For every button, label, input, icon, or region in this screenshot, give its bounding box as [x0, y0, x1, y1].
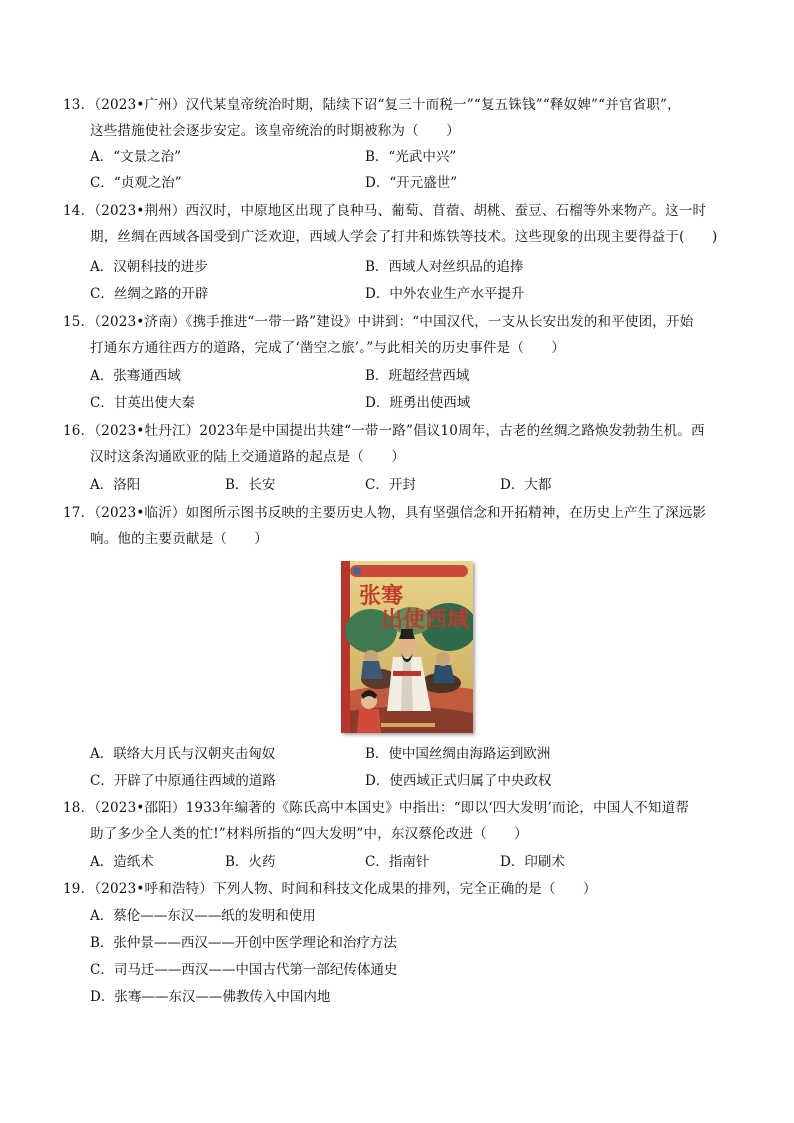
q13-option-a[interactable]: A．“文景之治”	[90, 149, 182, 165]
q13-option-d[interactable]: D．“开元盛世”	[365, 175, 458, 191]
q13-option-c[interactable]: C．“贞观之治”	[90, 175, 182, 191]
main-figure-face	[397, 637, 417, 657]
q19-option-d[interactable]: D．张骞——东汉——佛教传入中国内地	[90, 989, 331, 1005]
q16-option-b[interactable]: B．长安	[225, 477, 276, 493]
q19-option-a[interactable]: A．蔡伦——东汉——纸的发明和使用	[90, 908, 316, 924]
publisher-logo-icon	[353, 567, 361, 575]
question-18	[63, 795, 733, 847]
question-16-line2: 汉时这条沟通欧亚的陆上交通道路的起点是（ ）	[90, 449, 406, 465]
question-14-line2: 期，丝绸在西域各国受到广泛欢迎，西域人学会了打井和炼铁等技术。这些现象的出现主要得益于( )	[90, 229, 718, 245]
book-cover-image	[341, 561, 473, 733]
q18-option-a[interactable]: A．造纸术	[90, 854, 154, 870]
question-19-line1: 19．（2023•呼和浩特）下列人物、时间和科技文化成果的排列，完全正确的是（ ）	[63, 881, 597, 897]
q18-option-b[interactable]: B．火药	[225, 854, 276, 870]
q18-option-c[interactable]: C．指南针	[365, 854, 430, 870]
q14-option-a[interactable]: A．汉朝科技的进步	[90, 259, 208, 275]
question-16-line1: 16．（2023•牡丹江）2023年是中国提出共建“一带一路”倡议10周年，古老的丝绸之路焕发勃勃生机。西	[63, 423, 705, 439]
q15-option-b[interactable]: B．班超经营西域	[365, 368, 470, 384]
q17-option-d[interactable]: D．使西域正式归属了中央政权	[365, 773, 552, 789]
q16-option-a[interactable]: A．洛阳	[90, 477, 141, 493]
question-15-line1: 15．（2023•济南）《携手推进“一带一路”建设》中讲到：“中国汉代，一支从长安出发的和平使团，开始	[63, 314, 694, 330]
question-15-line2: 打通东方通往西方的道路，完成了‘凿空之旅’。”与此相关的历史事件是（ ）	[90, 340, 566, 356]
q18-option-d[interactable]: D．印刷术	[500, 854, 565, 870]
q17-option-a[interactable]: A．联络大月氏与汉朝夹击匈奴	[90, 746, 276, 762]
question-18-line1: 18．（2023•邵阳）1933年编著的《陈氏高中本国史》中指出：“即以‘四大发明’而论，中国人不知道帮	[63, 800, 689, 816]
book-spine	[341, 561, 350, 733]
question-14-line1: 14．（2023•荆州）西汉时，中原地区出现了良种马、葡萄、苜蓿、胡桃、蚕豆、石榴等外来物产。这一时	[63, 203, 707, 219]
q16-option-c[interactable]: C．开封	[365, 477, 416, 493]
q17-option-c[interactable]: C．开辟了中原通往西域的道路	[90, 773, 276, 789]
question-16	[63, 418, 733, 470]
question-17-line1: 17．（2023•临沂）如图所示图书反映的主要历史人物，具有坚强信念和开拓精神，在历史上产生了深远影	[63, 505, 707, 521]
q14-option-c[interactable]: C．丝绸之路的开辟	[90, 286, 209, 302]
question-18-line2: 助了多少全人类的忙!”材料所指的“四大发明”中，东汉蔡伦改进（ ）	[90, 826, 528, 842]
q14-option-d[interactable]: D．中外农业生产水平提升	[365, 286, 525, 302]
book-title-line2: 出使西域	[381, 607, 470, 633]
question-17	[63, 500, 733, 552]
book-title-line1: 张骞	[359, 583, 404, 609]
q19-option-b[interactable]: B．张仲景——西汉——开创中医学理论和治疗方法	[90, 935, 397, 951]
question-17-line2: 响。他的主要贡献是（ ）	[90, 531, 269, 547]
question-13-line2: 这些措施使社会逐步安定。该皇帝统治的时期被称为（ ）	[90, 123, 460, 139]
q17-option-b[interactable]: B．使中国丝绸由海路运到欧洲	[365, 746, 551, 762]
q14-option-b[interactable]: B．西域人对丝织品的追捧	[365, 259, 524, 275]
question-15	[63, 309, 733, 361]
question-13	[63, 92, 733, 144]
q19-option-c[interactable]: C．司马迁——西汉——中国古代第一部纪传体通史	[90, 962, 398, 978]
q16-option-d[interactable]: D．大都	[500, 477, 552, 493]
question-19	[63, 876, 733, 902]
q15-option-d[interactable]: D．班勇出使西域	[365, 395, 471, 411]
q15-option-c[interactable]: C．甘英出使大秦	[90, 395, 195, 411]
question-13-line1: 13．（2023•广州）汉代某皇帝统治时期，陆续下诏“复三十而税一”“复五铢钱”“释奴婢”“并官省职”，	[63, 97, 681, 113]
question-14	[63, 198, 733, 250]
q15-option-a[interactable]: A．张骞通西域	[90, 368, 181, 384]
q13-option-b[interactable]: B．“光武中兴”	[365, 149, 457, 165]
book-cover-illustration	[341, 561, 473, 733]
